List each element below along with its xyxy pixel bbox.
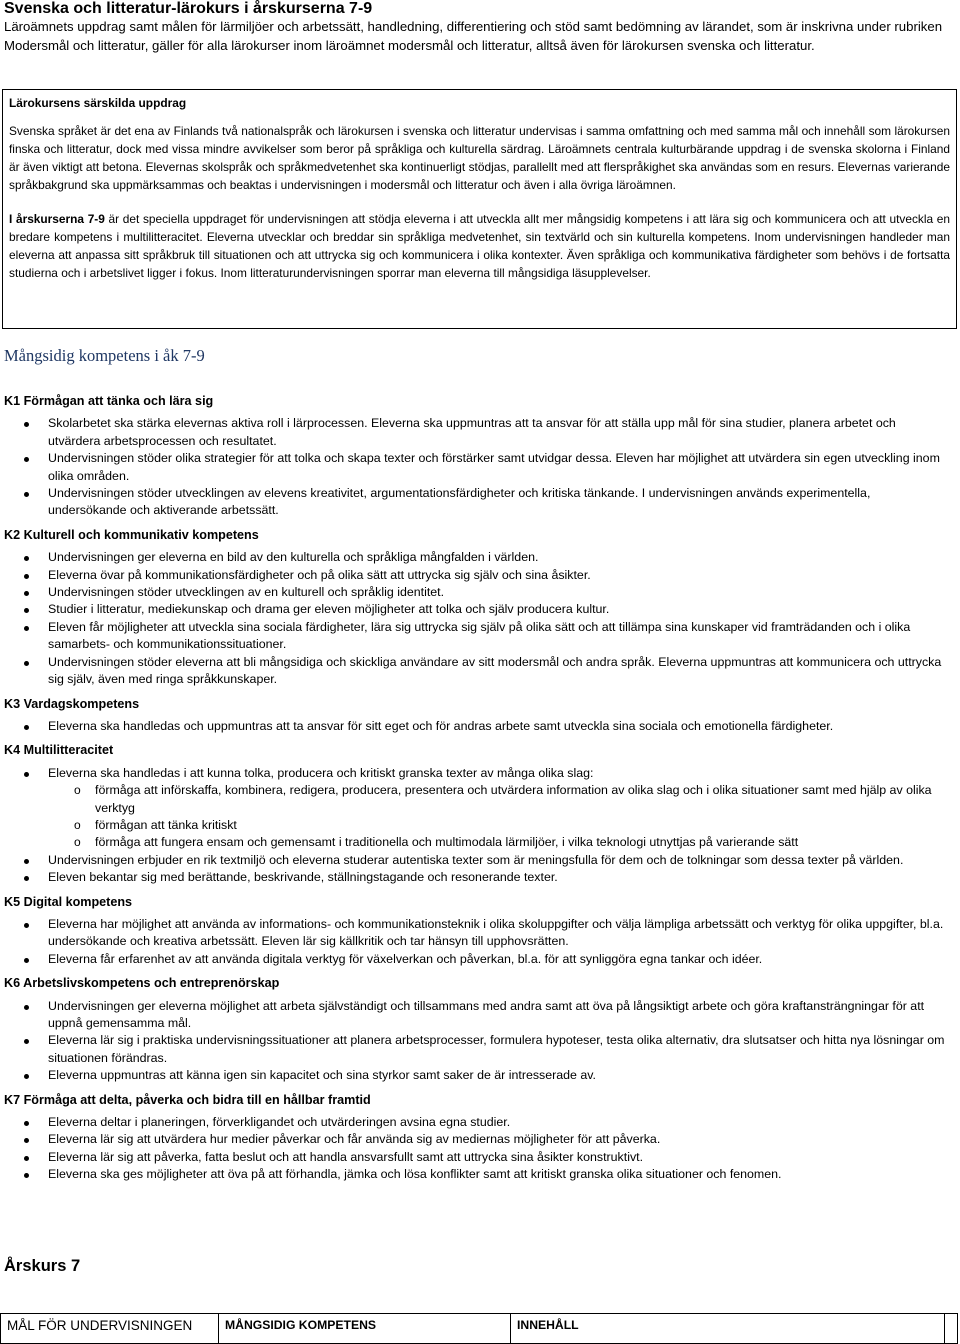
special-mission-box [2,89,957,329]
list-item-text: Eleverna ska handledas i att kunna tolka, producera och kritiskt granska texter av många olika slag: [48,765,594,780]
section-title-k1: K1 Förmågan att tänka och lära sig [4,394,214,408]
list-item: Eleverna uppmuntras att känna igen sin kapacitet och sina styrkor samt saker de är intresserade av. [4,1067,949,1084]
sub-list-item: o förmågan att tänka kritiskt [48,817,949,834]
competence-sections [4,393,949,1191]
list-item: Eleverna ska handledas och uppmuntras att ta ansvar för sitt eget och för andras arbete samt utveckla sina sociala och emotionella färdigheter. [4,718,949,735]
goals-table-header [0,1313,958,1344]
list-item: Eleverna ska ges möjligheter att öva på att förhandla, jämka och lösa konflikter samt att kritiskt granska olika situationer och fenomen. [4,1166,949,1183]
section-list-k6 [4,998,949,1085]
table-header-extra [945,1314,957,1343]
section-title-k6: K6 Arbetslivskompetens och entreprenörskap [4,976,280,991]
list-item: Eleverna övar på kommunikationsfärdigheter och på olika sätt att uttrycka sig själv och sina åsikter. [4,567,949,584]
list-item: Undervisningen stöder olika strategier för att tolka och skapa texter och förstärker samt utvidgar dessa. Eleven har möjlighet att utvärdera sin egen utveckling inom olika områden. [4,450,949,485]
section-list-k5 [4,916,949,968]
list-item: Eleverna deltar i planeringen, förverkligandet och utvärderingen avsina egna studier. [4,1114,949,1131]
section-title-k2: K2 Kulturell och kommunikativ kompetens [4,527,259,542]
section-list-k2 [4,549,949,688]
list-item: Undervisningen ger eleverna möjlighet att arbeta självständigt och tillsammans med andra samt att öva på långsiktigt arbete och göra kraftansträngningar för att uppnå gemensamma mål. [4,998,949,1033]
list-item: Eleverna lär sig att utvärdera hur medier påverkar och får använda sig av mediernas möjligheter för att påverka. [4,1131,949,1148]
section-list-k1 [4,415,949,519]
box-paragraph-1: Svenska språket är det ena av Finlands två nationalspråk och lärokursen i svenska och litteratur undervisas i samma omfattning och med samma mål och innehåll som lärokursen finska och litteratur, dock med vissa mindre avvikelser som beror på språkliga och kulturella särdrag. Läroämnets centrala kulturbärande uppdrag i de svenska skolorna i Finland är även viktigt att betona. Elevernas skolspråk och språkmedvetenhet ska kontinuerligt stödjas, parallellt med att flerspråkighet ska användas som en resurs. Elevernas varierande språkbakgrund ska uppmärksammas och beaktas i undervisningen i modersmål och litteratur och även i alla övriga läroämnen. [9,124,950,192]
sub-list [48,782,949,852]
table-header-goals: MÅL FÖR UNDERVISNINGEN [1,1314,219,1343]
intro-paragraph: Läroämnets uppdrag samt målen för lärmiljöer och arbetssätt, handledning, differentiering och stöd samt bedömning av lärandet, som är inskrivna under rubriken Modersmål och litteratur, gäller för alla lärokurser inom läroämnet modersmål och litteratur, alltså även för lärokursen svenska och litteratur. [4,19,943,53]
table-header-content: INNEHÅLL [511,1314,945,1343]
box-paragraph-2-lead: I årskurserna 7-9 [9,212,105,226]
list-item: Undervisningen stöder utvecklingen av elevens kreativitet, argumentationsfärdigheter och kritiska tänkande. I undervisningen används experimentella, undersökande och aktiverande arbetssätt. [4,485,949,520]
section-title-k7: K7 Förmåga att delta, påverka och bidra till en hållbar framtid [4,1092,371,1107]
list-item: Eleven får möjligheter att utveckla sina sociala färdigheter, lära sig uttrycka sig själv på olika sätt och att tillämpa sina kunskaper vid framträdanden och i olika samarbets- och kommunikationssituationer. [4,619,949,654]
sub-list-item: o förmåga att införskaffa, kombinera, redigera, producera, presentera och utvärdera information av olika slag och i olika situationer samt med hjälp av olika verktyg [48,782,949,817]
competence-heading: Mångsidig kompetens i åk 7-9 [4,346,205,365]
list-item: Undervisningen erbjuder en rik textmiljö och eleverna studerar autentiska texter som är meningsfulla för dem och de tolkningar som dessa texter på världen. [4,852,949,869]
box-heading: Lärokursens särskilda uppdrag [9,96,187,110]
list-item: Eleverna lär sig i praktiska undervisningssituationer att planera arbetsprocesser, formulera hypoteser, testa olika alternativ, dra slutsatser och hitta nya lösningar om situationen förändras. [4,1032,949,1067]
list-item [4,765,949,852]
section-list-k4 [4,765,949,887]
table-header-competence: MÅNGSIDIG KOMPETENS [219,1314,511,1343]
section-list-k7 [4,1114,949,1184]
list-item: Eleven bekantar sig med berättande, beskrivande, ställningstagande och resonerande texter. [4,869,949,886]
list-item: Undervisningen stöder utvecklingen av en kulturell och språklig identitet. [4,584,949,601]
sub-list-item: o förmåga att fungera ensam och gemensamt i traditionella och multimodala lärmiljöer, i vilka teknologi utnyttjas på varierande sätt [48,834,949,851]
section-list-k3 [4,718,949,735]
section-title-k5: K5 Digital kompetens [4,894,133,909]
list-item: Undervisningen ger eleverna en bild av den kulturella och språkliga mångfalden i världen. [4,549,949,566]
section-title-k4: K4 Multilitteracitet [4,743,114,758]
section-title-k3: K3 Vardagskompetens [4,696,140,711]
box-paragraph-2-text: är det speciella uppdraget för undervisningen att stödja eleverna i att utveckla allt mer mångsidig kompetens i att lära sig och kommunicera och att utveckla en bredare kompetens i multilitteracitet. Eleverna utvecklar och breddar sin språkliga medvetenhet, sin textvärld och sin kulturella kompetens. Inom undervisningen handleder man eleverna att anpassa sitt språkbruk till situationen och att uttrycka sig och kommunicera i olika kontexter. Även språkliga och kommunikativa färdigheter som behövs i de fortsatta studierna och i arbetslivet ligger i fokus. Inom litteraturundervisningen sporrar man eleverna till mångsidiga läsupplevelser. [9,212,950,280]
list-item: Undervisningen stöder eleverna att bli mångsidiga och skickliga användare av sitt modersmål och andra språk. Eleverna uppmuntras att kommunicera och uttrycka sig själv, även med ringa språkkunskaper. [4,654,949,689]
list-item: Skolarbetet ska stärka elevernas aktiva roll i lärprocessen. Eleverna ska uppmuntras att ta ansvar för att ställa upp mål för sina studier, planera arbetet och utvärdera arbetsprocessen och resultatet. [4,415,949,450]
list-item: Studier i litteratur, mediekunskap och drama ger eleven möjligheter att tolka och själv producera kultur. [4,601,949,618]
list-item: Eleverna får erfarenhet av att använda digitala verktyg för växelverkan och påverkan, bl.a. för att synliggöra egna tankar och idéer. [4,951,949,968]
list-item: Eleverna har möjlighet att använda av informations- och kommunikationsteknik i olika skoluppgifter och välja lämpliga arbetssätt och verktyg för olika uppgifter, bl.a. undersökande och kreativa arbetssätt. Eleven lär sig källkritik och tar hänsyn till upphovsrätten. [4,916,949,951]
box-paragraph-2 [9,210,950,282]
page-title: Svenska och litteratur-lärokurs i årskurserna 7-9 [4,0,373,17]
list-item: Eleverna lär sig att påverka, fatta beslut och att handla ansvarsfullt samt att uttrycka sina åsikter konstruktivt. [4,1149,949,1166]
year-heading: Årskurs 7 [4,1257,81,1275]
